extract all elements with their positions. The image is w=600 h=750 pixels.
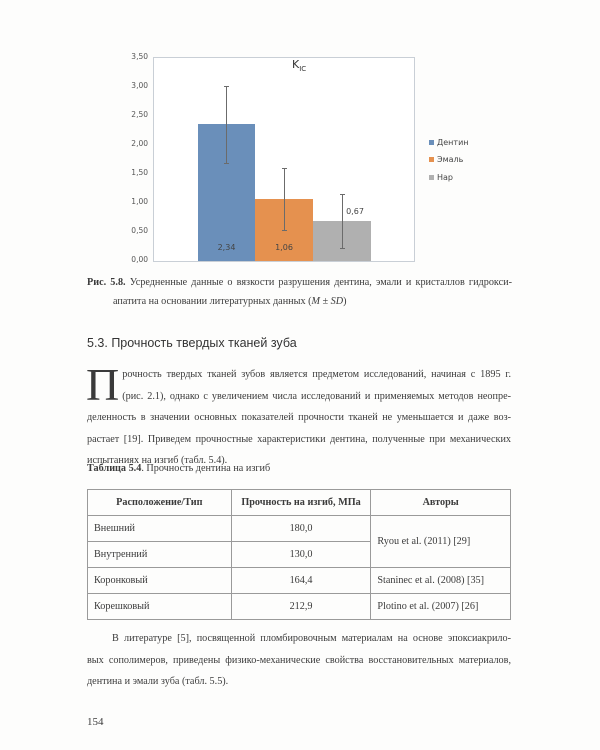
column-header-authors: Авторы: [371, 490, 511, 516]
cell-type: Внутренний: [88, 542, 232, 568]
y-tick: 2,00: [131, 139, 148, 148]
table-row: [88, 568, 511, 594]
error-cap: [282, 230, 287, 231]
bar-chart: [0, 0, 600, 275]
legend-swatch-icon: [429, 157, 434, 162]
chart-title-main: K: [292, 58, 300, 71]
legend-swatch-icon: [429, 175, 434, 180]
legend-swatch-icon: [429, 140, 434, 145]
legend-label: Эмаль: [437, 154, 464, 164]
paragraph-literature: [87, 628, 511, 693]
figure-caption-line1: Усредненные данные о вязкости разрушения дентина, эмали и кристаллов гидрокси-: [125, 277, 512, 288]
legend-label: Hap: [437, 172, 453, 182]
table-caption: [87, 463, 270, 474]
cell-author: Ryou et al. (2011) [29]: [371, 516, 511, 568]
cell-strength: 212,9: [231, 594, 371, 620]
table-label: Таблица 5.4: [87, 463, 142, 474]
y-tick: 0,00: [131, 255, 148, 264]
y-tick: 3,50: [131, 52, 148, 61]
table-row: [88, 594, 511, 620]
y-tick: 1,00: [131, 197, 148, 206]
error-bar-enamel: [284, 168, 285, 231]
text-line: вых сополимеров, приведены физико-механические свойства восстановительных материалов,: [87, 654, 511, 666]
error-cap: [224, 163, 229, 164]
cell-strength: 164,4: [231, 568, 371, 594]
value-label-dentin: 2,34: [217, 243, 236, 252]
legend-item-hap: [429, 172, 453, 182]
figure-caption-formula: M ± SD: [311, 296, 344, 307]
y-tick: 0,50: [131, 226, 148, 235]
cell-strength: 130,0: [231, 542, 371, 568]
text-line: рочность твердых тканей зубов является предметом исследований, начиная с 1895 г.: [122, 369, 511, 380]
y-tick: 3,00: [131, 81, 148, 90]
figure-caption: [87, 273, 512, 311]
y-tick: 1,50: [131, 168, 148, 177]
chart-title: [292, 58, 306, 73]
table-caption-text: . Прочность дентина на изгиб: [141, 463, 271, 474]
error-cap: [340, 248, 345, 249]
text-line: испытаниях на изгиб (табл. 5.4).: [87, 455, 228, 466]
cell-strength: 180,0: [231, 516, 371, 542]
value-label-hap: 0,67: [346, 207, 364, 216]
error-cap: [340, 194, 345, 195]
paragraph-intro: [86, 359, 511, 472]
drop-cap: П: [86, 359, 120, 410]
cell-type: Корешковый: [88, 594, 232, 620]
column-header-type: Расположение/Тип: [88, 490, 232, 516]
legend-label: Дентин: [437, 137, 469, 147]
error-bar-hap: [342, 194, 343, 249]
text-line: деленность в значении основных показателей прочности тканей не уменьшается и даже воз-: [87, 412, 511, 423]
cell-author: Plotino et al. (2007) [26]: [371, 594, 511, 620]
strength-table: [87, 489, 511, 620]
legend-item-enamel: [429, 154, 463, 164]
error-bar-dentin: [226, 86, 227, 164]
cell-type: Внешний: [88, 516, 232, 542]
text-line: растает [19]. Приведем прочностные характеристики дентина, полученные при механических: [87, 433, 511, 445]
error-cap: [282, 168, 287, 169]
figure-caption-suffix: ): [343, 296, 347, 307]
figure-label: Рис. 5.8.: [87, 277, 126, 288]
table-header-row: [88, 490, 511, 516]
y-tick: 2,50: [131, 110, 148, 119]
chart-title-sub: IC: [299, 65, 307, 74]
error-cap: [224, 86, 229, 87]
cell-author: Staninec et al. (2008) [35]: [371, 568, 511, 594]
column-header-strength: Прочность на изгиб, МПа: [231, 490, 371, 516]
cell-type: Коронковый: [88, 568, 232, 594]
value-label-enamel: 1,06: [275, 243, 293, 252]
text-line: В литературе [5], посвященной пломбировочным материалам на основе эпоксиакрило-: [112, 633, 511, 644]
legend-item-dentin: [429, 137, 469, 147]
table-row: [88, 516, 511, 542]
figure-caption-line2: апатита на основании литературных данных (: [113, 296, 312, 307]
section-heading: 5.3. Прочность твердых тканей зуба: [87, 336, 297, 350]
text-line: дентина и эмали зуба (табл. 5.5).: [87, 676, 229, 687]
text-line: (рис. 2.1), однако с увеличением числа исследований и применяемых методов неопре-: [122, 390, 511, 402]
page-number: 154: [87, 716, 104, 728]
